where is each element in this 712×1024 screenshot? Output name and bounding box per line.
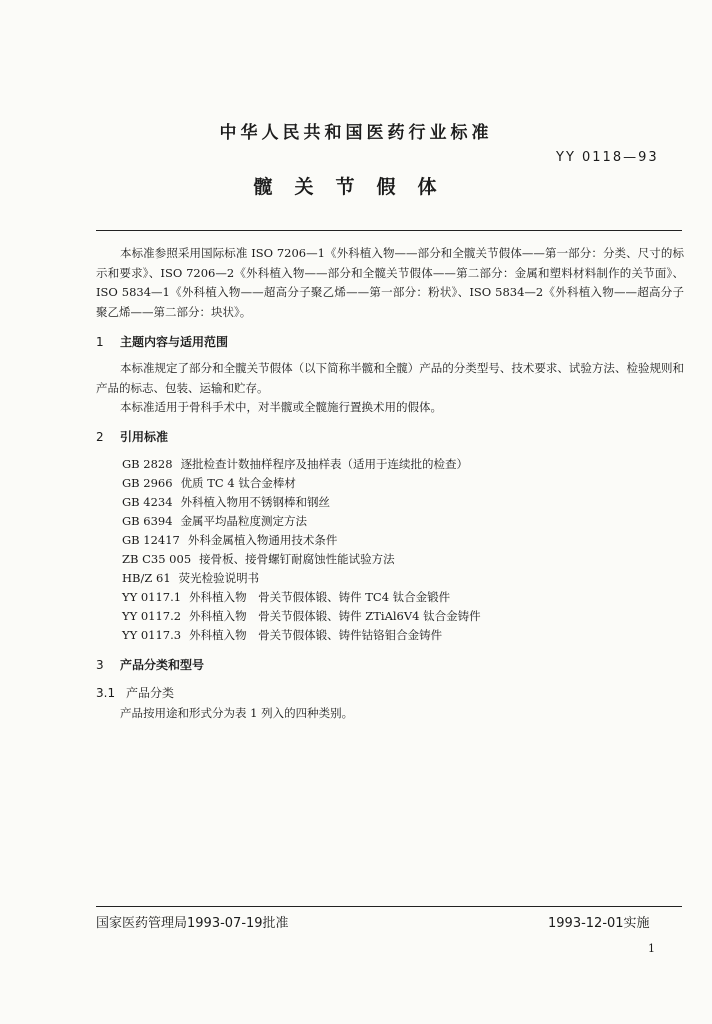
reference-text: 外科植入物 骨关节假体锻、铸件钴铬钼合金铸件 (189, 628, 443, 642)
section-2-title: 引用标准 (120, 430, 169, 444)
header-rule (96, 230, 682, 231)
reference-text: 逐批检查计数抽样程序及抽样表（适用于连续批的检查） (180, 457, 469, 471)
reference-code: GB 12417 (122, 533, 180, 547)
reference-item (122, 627, 442, 643)
section-1-title: 主题内容与适用范围 (120, 335, 229, 349)
org-standard-heading: 中华人民共和国医药行业标准 (219, 123, 493, 143)
reference-code: GB 6394 (122, 514, 173, 528)
effective-date: 1993-12-01实施 (548, 916, 650, 931)
intro-paragraph: 本标准参照采用国际标准 ISO 7206—1《外科植入物——部分和全髋关节假体——第一部分：分类、尺寸的标示和要求》、ISO 7206—2《外科植入物——部分和全髋关节假体——第二部分：金属和塑料材料制作的关节面》、ISO 5834—1《外科植入物——超高分子聚乙烯——第一部分：粉状》、ISO 5834—2《外科植入物——超高分子聚乙烯——第二部分：块状》。 (96, 246, 684, 319)
section-1-heading (96, 333, 228, 350)
section-2-heading (96, 428, 168, 445)
section-3-heading (96, 656, 204, 673)
reference-item (122, 532, 337, 548)
reference-code: GB 2828 (122, 457, 173, 471)
document-title: 髋关节假体 (253, 176, 459, 198)
reference-item (122, 513, 307, 529)
section-3-1-number: 3.1 (96, 686, 116, 700)
reference-item (122, 589, 450, 605)
reference-item (122, 456, 468, 472)
reference-code: GB 4234 (122, 495, 173, 509)
reference-item (122, 475, 296, 491)
reference-code: YY 0117.3 (122, 628, 182, 642)
section-3-1-title: 产品分类 (126, 686, 175, 700)
reference-code: YY 0117.2 (122, 609, 182, 623)
reference-item (122, 608, 481, 624)
reference-code: YY 0117.1 (122, 590, 182, 604)
reference-code: HB/Z 61 (122, 571, 171, 585)
section-3-1-paragraph: 产品按用途和形式分为表 1 列入的四种类别。 (120, 706, 354, 720)
reference-text: 优质 TC 4 钛合金棒材 (180, 476, 296, 490)
footer-rule (96, 906, 682, 907)
page-number: 1 (648, 942, 655, 955)
reference-code: ZB C35 005 (122, 552, 192, 566)
reference-text: 外科植入物 骨关节假体锻、铸件 ZTiAl6V4 钛合金铸件 (189, 609, 481, 623)
approval-date: 国家医药管理局1993-07-19批准 (96, 916, 289, 931)
reference-text: 外科植入物用不锈钢棒和钢丝 (180, 495, 331, 509)
section-1-paragraph-1: 本标准规定了部分和全髋关节假体（以下简称半髋和全髋）产品的分类型号、技术要求、试验方法、检验规则和产品的标志、包装、运输和贮存。 (96, 361, 684, 395)
reference-code: GB 2966 (122, 476, 173, 490)
reference-item (122, 551, 395, 567)
reference-text: 接骨板、接骨螺钉耐腐蚀性能试验方法 (199, 552, 395, 566)
reference-item (122, 570, 259, 586)
section-3-number: 3 (96, 658, 104, 672)
reference-text: 荧光检验说明书 (178, 571, 260, 585)
section-2-number: 2 (96, 430, 104, 444)
section-3-title: 产品分类和型号 (120, 658, 205, 672)
section-3-1-heading (96, 684, 174, 701)
standard-number: YY 0118—93 (556, 150, 659, 165)
reference-text: 外科金属植入物通用技术条件 (187, 533, 338, 547)
reference-text: 金属平均晶粒度测定方法 (180, 514, 308, 528)
section-1-number: 1 (96, 335, 104, 349)
reference-text: 外科植入物 骨关节假体锻、铸件 TC4 钛合金锻件 (189, 590, 451, 604)
reference-item (122, 494, 330, 510)
section-1-paragraph-2: 本标准适用于骨科手术中，对半髋或全髋施行置换术用的假体。 (120, 400, 442, 414)
